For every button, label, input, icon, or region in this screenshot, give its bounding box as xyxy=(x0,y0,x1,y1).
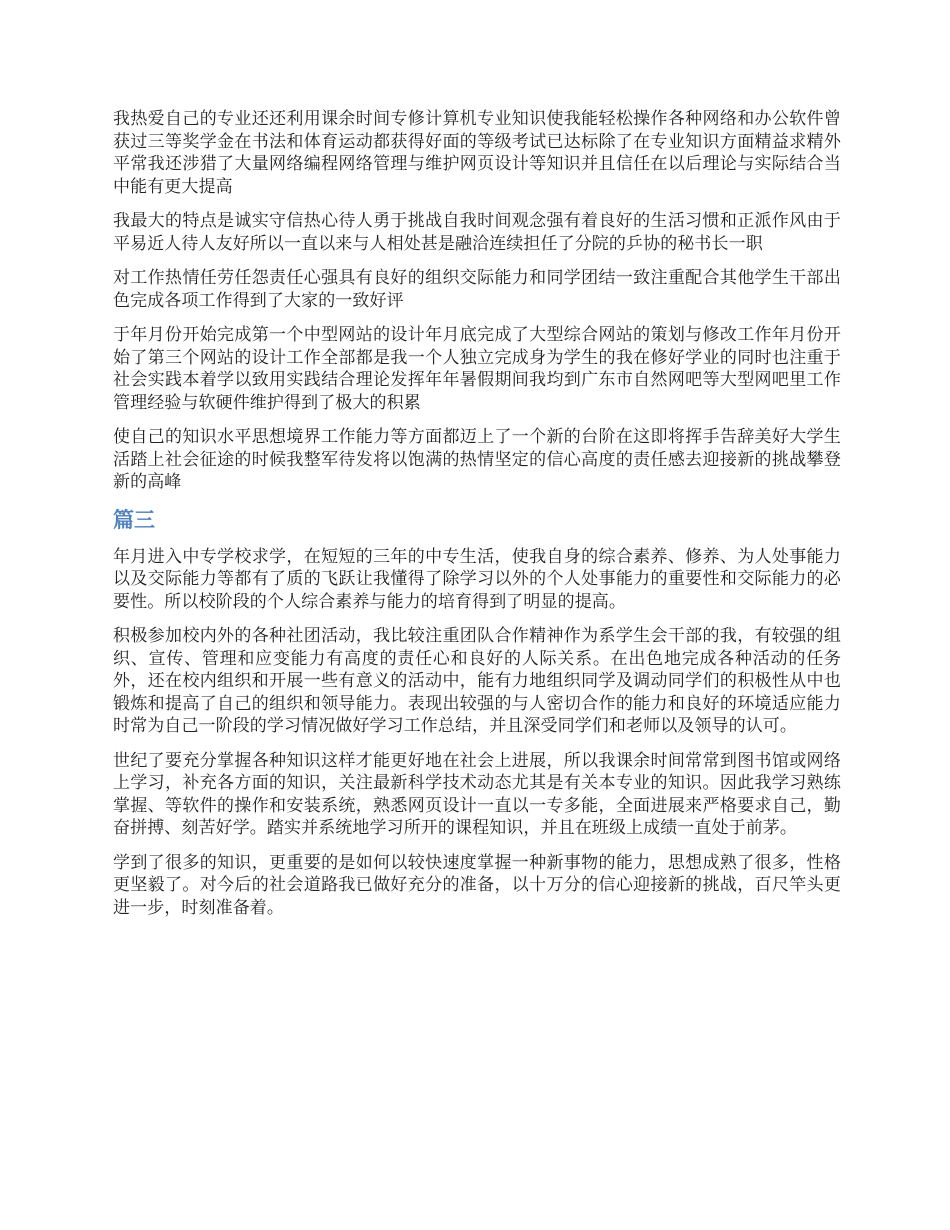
paragraph: 于年月份开始完成第一个中型网站的设计年月底完成了大型综合网站的策划与修改工作年月份开始了第三个网站的设计工作全部都是我一个人独立完成身为学生的我在修好学业的同时也注重于社会实践本着学以致用实践结合理论发挥年年暑假期间我均到广东市自然网吧等大型网吧里工作管理经验与软硬件维护得到了极大的积累 xyxy=(113,325,841,413)
paragraph: 学到了很多的知识，更重要的是如何以较快速度掌握一种新事物的能力，思想成熟了很多，性格更坚毅了。对今后的社会道路我已做好充分的准备，以十万分的信心迎接新的挑战，百尺竿头更进一步，时刻准备着。 xyxy=(113,852,841,918)
paragraph: 年月进入中专学校求学，在短短的三年的中专生活，使我自身的综合素养、修养、为人处事能力以及交际能力等都有了质的飞跃让我懂得了除学习以外的个人处事能力的重要性和交际能力的必要性。所以校阶段的个人综合素养与能力的培育得到了明显的提高。 xyxy=(113,546,841,612)
paragraph: 使自己的知识水平思想境界工作能力等方面都迈上了一个新的台阶在这即将挥手告辞美好大学生活踏上社会征途的时候我整军待发将以饱满的热情坚定的信心高度的责任感去迎接新的挑战攀登新的高峰 xyxy=(113,427,841,492)
paragraph: 世纪了要充分掌握各种知识这样才能更好地在社会上进展，所以我课余时间常常到图书馆或网络上学习，补充各方面的知识，关注最新科学技术动态尤其是有关本专业的知识。因此我学习熟练掌握、等软件的操作和安装系统，熟悉网页设计一直以一专多能，全面进展来严格要求自己，勤奋拼搏、刻苦好学。踏实并系统地学习所开的课程知识，并且在班级上成绩一直处于前茅。 xyxy=(113,750,841,838)
paragraph: 我热爱自己的专业还还利用课余时间专修计算机专业知识使我能轻松操作各种网络和办公软件曾获过三等奖学金在书法和体育运动都获得好面的等级考试已达标除了在专业知识方面精益求精外平常我还涉猎了大量网络编程网络管理与维护网页设计等知识并且信任在以后理论与实际结合当中能有更大提高 xyxy=(113,109,841,197)
paragraph: 对工作热情任劳任怨责任心强具有良好的组织交际能力和同学团结一致注重配合其他学生干部出色完成各项工作得到了大家的一致好评 xyxy=(113,268,841,311)
paragraph: 我最大的特点是诚实守信热心待人勇于挑战自我时间观念强有着良好的生活习惯和正派作风由于平易近人待人友好所以一直以来与人相处甚是融洽连续担任了分院的乒协的秘书长一职 xyxy=(113,211,841,254)
section-heading: 篇三 xyxy=(113,507,155,532)
document-body xyxy=(113,108,841,931)
paragraph: 积极参加校内外的各种社团活动，我比较注重团队合作精神作为系学生会干部的我，有较强的组织、宣传、管理和应变能力有高度的责任心和良好的人际关系。在出色地完成各种活动的任务外，还在校内组织和开展一些有意义的活动中，能有力地组织同学及调动同学们的积极性从中也锻炼和提高了自己的组织和领导能力。表现出较强的与人密切合作的能力和良好的环境适应能力时常为自己一阶段的学习情况做好学习工作总结，并且深受同学们和老师以及领导的认可。 xyxy=(113,626,841,736)
